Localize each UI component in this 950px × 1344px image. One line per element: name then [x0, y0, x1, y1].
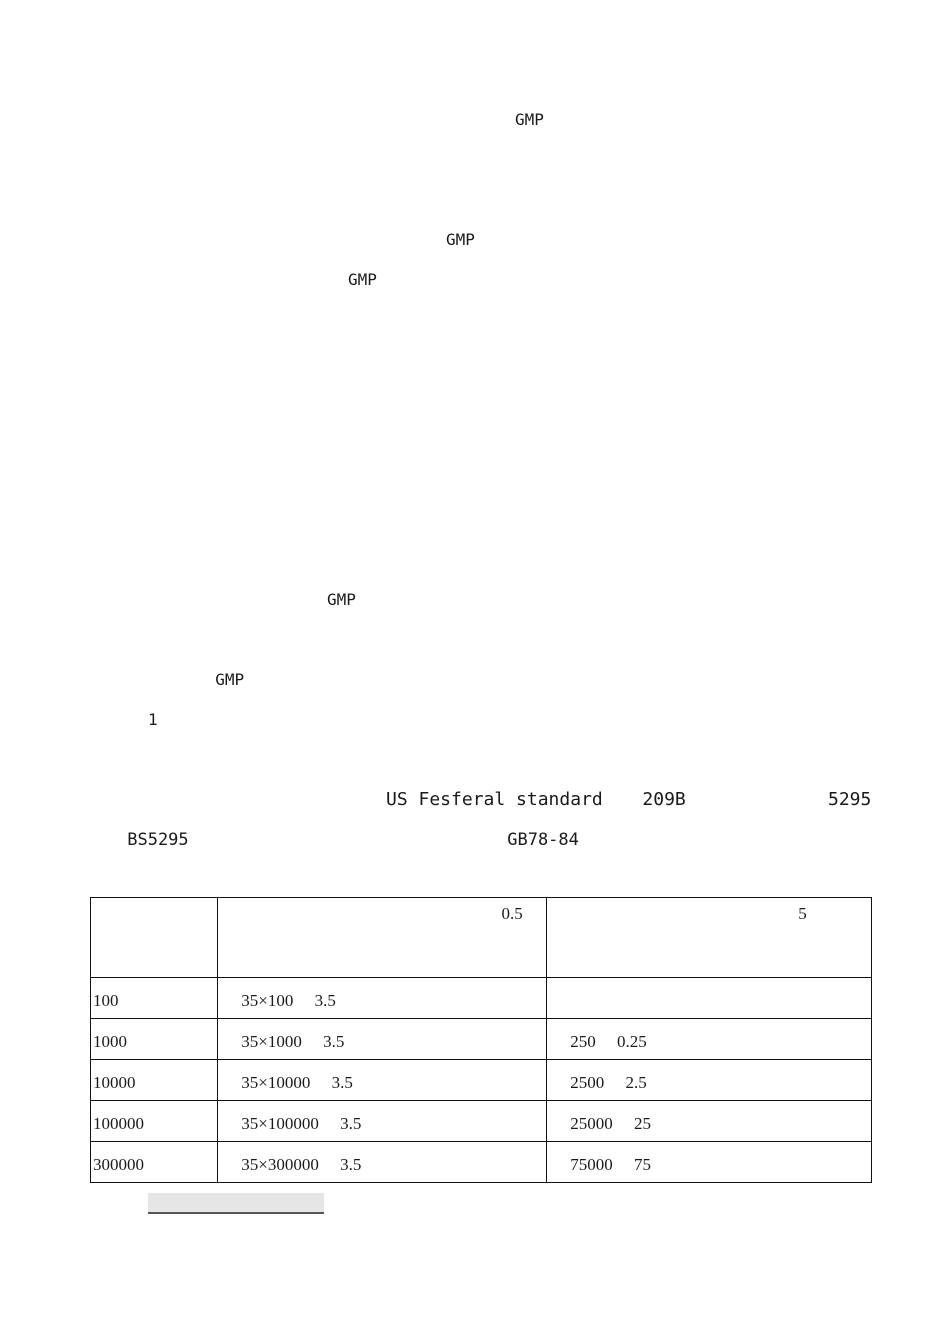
text-line: [100, 470, 676, 490]
text-line: [825, 310, 857, 330]
table-cell: 35×1000 3.5: [218, 1019, 547, 1060]
text-line: [100, 390, 452, 410]
text-line: BS5295: [100, 830, 427, 850]
page-number: [478, 1252, 490, 1269]
subsection-heading: 1: [148, 710, 318, 729]
table-cell: [547, 978, 872, 1019]
text-line: US Fesferal standard 209B: [386, 789, 776, 810]
text-line: [782, 190, 846, 210]
table-cell: 25000 25: [547, 1101, 872, 1142]
text-line: [805, 150, 853, 170]
table-header-cell: 5: [547, 898, 872, 978]
table-cell: 2500 2.5: [547, 1060, 872, 1101]
table-cell: 250 0.25: [547, 1019, 872, 1060]
table-row: [91, 1060, 872, 1101]
text-line: [542, 150, 686, 170]
text-line: [148, 1193, 708, 1213]
table-cell: 1000: [91, 1019, 218, 1060]
text-line: [100, 310, 212, 330]
text-line: [740, 310, 804, 330]
table-cell: 35×100000 3.5: [218, 1101, 547, 1142]
text-line: [148, 110, 404, 130]
text-line: [100, 790, 292, 810]
text-line: [740, 150, 788, 170]
table-row: [91, 1101, 872, 1142]
text-line: 5295: [828, 789, 872, 810]
text-line: [100, 190, 180, 210]
text-line: [100, 150, 436, 170]
table-row: [91, 1019, 872, 1060]
table-caption: [289, 868, 609, 891]
text-line: GMP: [348, 270, 505, 289]
text-line: [148, 550, 676, 570]
table-header-cell: 0.5: [218, 898, 547, 978]
text-line: GMP: [327, 590, 494, 609]
table-cell: 35×100 3.5: [218, 978, 547, 1019]
cleanroom-class-table: [90, 897, 872, 1183]
text-line: [141, 270, 285, 290]
text-line: [100, 270, 132, 290]
table-cell: 35×300000 3.5: [218, 1142, 547, 1183]
text-line: [692, 590, 820, 610]
text-line: GMP: [515, 110, 762, 129]
table-header-row: [91, 898, 872, 978]
table-cell: 300000: [91, 1142, 218, 1183]
text-line: [737, 270, 833, 290]
table-cell: 35×10000 3.5: [218, 1060, 547, 1101]
table-row: [91, 978, 872, 1019]
text-line: [148, 430, 676, 450]
text-line: [100, 230, 340, 250]
text-line: [100, 590, 228, 610]
text-line: [206, 190, 622, 210]
table-cell: 100: [91, 978, 218, 1019]
text-line: GB78-84: [480, 830, 783, 850]
text-line: GMP: [446, 230, 757, 249]
text-line: [253, 310, 621, 330]
text-line: [625, 350, 801, 370]
table-cell: 75000 75: [547, 1142, 872, 1183]
section-heading: GMP: [148, 670, 421, 689]
table-cell: 100000: [91, 1101, 218, 1142]
table-cell: 10000: [91, 1060, 218, 1101]
table-header-cell: [91, 898, 218, 978]
text-line: [275, 590, 307, 610]
text-line: [148, 750, 676, 770]
text-line: [540, 590, 652, 610]
text-line: [100, 630, 468, 650]
text-line: [563, 270, 691, 290]
text-line: [141, 350, 509, 370]
text-line: [100, 510, 196, 530]
text-line: [100, 350, 132, 370]
highlighted-text: [148, 1193, 324, 1214]
table-row: [91, 1142, 872, 1183]
